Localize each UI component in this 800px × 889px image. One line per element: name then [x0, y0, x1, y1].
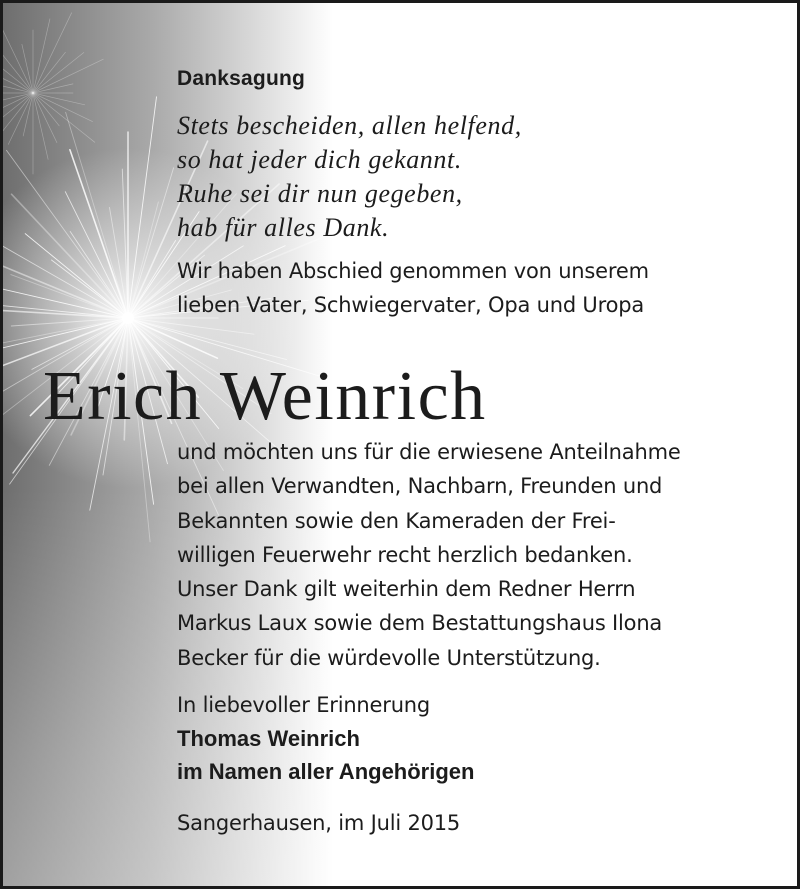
closing-phrase: In liebevoller Erinnerung — [177, 693, 431, 717]
body-line: willigen Feuerwehr recht herzlich bedanken. — [177, 542, 633, 567]
body-line: Bekannten sowie den Kameraden der Frei- — [177, 508, 616, 533]
poem-line: Ruhe sei dir nun gegeben, — [177, 179, 463, 208]
poem-line: Stets bescheiden, allen helfend, — [177, 111, 522, 140]
signer-block — [177, 722, 474, 788]
poem-line: so hat jeder dich gekannt. — [177, 145, 462, 174]
signer-note: im Namen aller Angehörigen — [177, 759, 475, 784]
body-line: bei allen Verwandten, Nachbarn, Freunden und — [177, 474, 663, 499]
poem — [177, 109, 522, 245]
body-line: Markus Laux sowie dem Bestattungshaus Ilona — [177, 611, 663, 636]
notice-content — [3, 3, 797, 886]
body-text — [177, 435, 681, 675]
intro-line: Wir haben Abschied genommen von unserem — [177, 259, 649, 283]
signer-name: Thomas Weinrich — [177, 726, 360, 751]
place-date: Sangerhausen, im Juli 2015 — [177, 811, 461, 835]
body-line: Becker für die würdevolle Unterstützung. — [177, 645, 601, 670]
intro-line: lieben Vater, Schwiegervater, Opa und Uropa — [177, 293, 645, 317]
deceased-name: Erich Weinrich — [43, 358, 487, 435]
intro-text — [177, 254, 649, 322]
body-line: und möchten uns für die erwiesene Anteilnahme — [177, 440, 681, 464]
notice-heading: Danksagung — [177, 67, 306, 90]
poem-line: hab für alles Dank. — [177, 213, 390, 242]
body-line: Unser Dank gilt weiterhin dem Redner Herrn — [177, 577, 636, 602]
